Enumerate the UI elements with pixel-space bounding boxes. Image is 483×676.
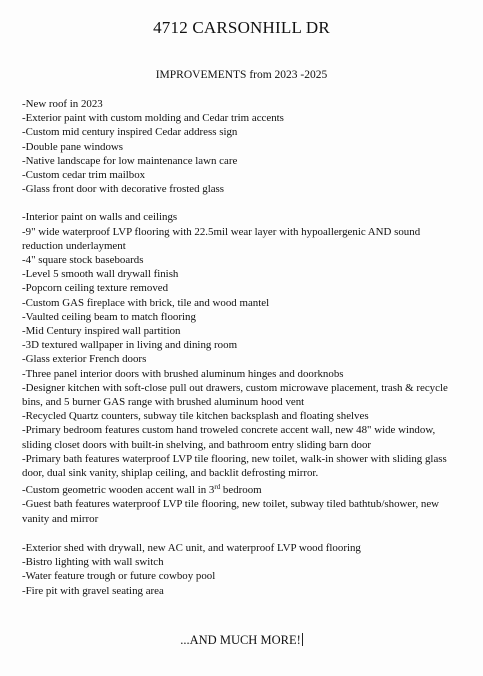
list-item: -4" square stock baseboards [22, 254, 144, 267]
list-item: -Glass front door with decorative frosted glass [22, 183, 225, 196]
list-item: -Designer kitchen with soft-close pull out drawers, custom microwave placement, trash & recycle bins, and 5 burner GAS range with brushed aluminum hood vent [22, 381, 448, 409]
list-item: -3D textured wallpaper in living and dining room [22, 339, 238, 352]
list-item: -Interior paint on walls and ceilings [22, 211, 178, 224]
list-item: -Water feature trough or future cowboy pool [22, 570, 216, 583]
closing-line [0, 633, 483, 648]
list-item: -Vaulted ceiling beam to match flooring [22, 310, 196, 323]
list-item: -Three panel interior doors with brushed aluminum hinges and doorknobs [22, 367, 344, 380]
list-item: -9" wide waterproof LVP flooring with 22.5mil wear layer with hypoallergenic AND sound reduction underlayment [22, 225, 421, 252]
section-spacer [22, 526, 462, 541]
list-item: -Level 5 smooth wall drywall finish [22, 268, 179, 281]
list-item: -Recycled Quartz counters, subway tile kitchen backsplash and floating shelves [22, 410, 369, 423]
ordinal-suffix: rd [214, 483, 221, 492]
property-address-title: 4712 CARSONHILL DR [153, 18, 330, 37]
list-item-accent-wall [22, 480, 462, 497]
list-item: -Exterior paint with custom molding and Cedar trim accents [22, 112, 284, 125]
list-item: -Bistro lighting with wall switch [22, 556, 164, 569]
list-item: -Mid Century inspired wall partition [22, 325, 181, 338]
text-cursor [302, 633, 303, 646]
list-item: -Primary bedroom features custom hand troweled concrete accent wall, new 48" wide window, sliding closet doors with built-in shelving, and bathroom entry sliding barn door [22, 424, 436, 451]
improvements-subtitle: IMPROVEMENTS from 2023 -2025 [155, 69, 328, 81]
list-item: -Custom cedar trim mailbox [22, 169, 146, 182]
list-item: -Custom GAS fireplace with brick, tile and wood mantel [22, 296, 270, 309]
section-spacer [22, 196, 462, 210]
list-item: -Double pane windows [22, 140, 124, 153]
accent-wall-text: -Custom geometric wooden accent wall in 3 [22, 484, 215, 497]
improvements-list [22, 97, 462, 598]
list-item: -Primary bath features waterproof LVP tile flooring, new toilet, walk-in shower with sliding glass door, dual sink vanity, shiplap ceiling, and backlit defrosting mirror. [22, 452, 447, 480]
list-item: -Glass exterior French doors [22, 353, 147, 366]
accent-wall-text-end: bedroom [220, 484, 262, 497]
list-item: -Guest bath features waterproof LVP tile flooring, new toilet, subway tiled bathtub/shower, new vanity and mirror [22, 498, 440, 525]
list-item: -Fire pit with gravel seating area [22, 584, 164, 597]
list-item: -Native landscape for low maintenance lawn care [22, 154, 238, 167]
closing-text: ...AND MUCH MORE! [180, 633, 301, 647]
list-item: -Custom mid century inspired Cedar address sign [22, 126, 238, 139]
list-item: -Popcorn ceiling texture removed [22, 282, 169, 295]
list-item: -New roof in 2023 [22, 98, 103, 110]
list-item: -Exterior shed with drywall, new AC unit, and waterproof LVP wood flooring [22, 541, 361, 554]
